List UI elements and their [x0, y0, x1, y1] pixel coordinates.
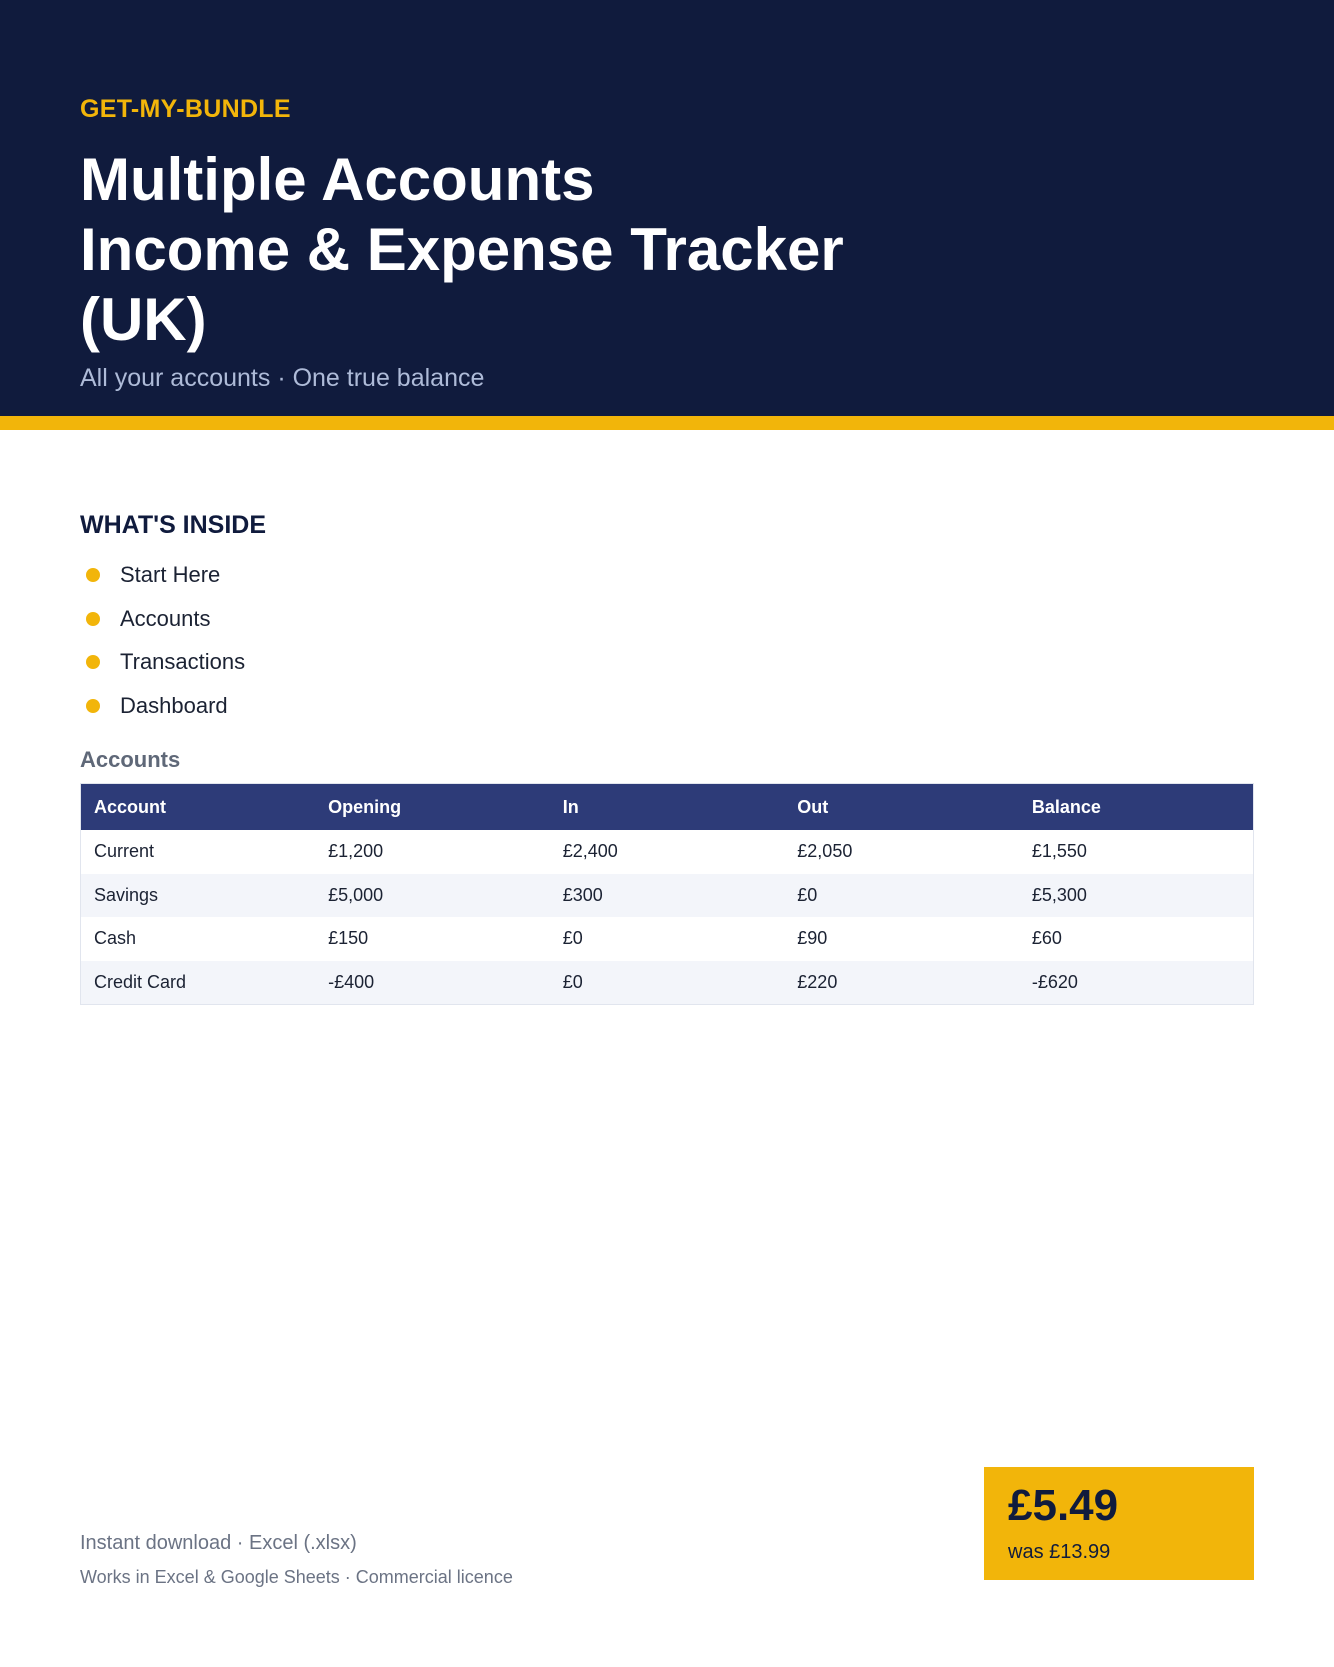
table-cell: £0 — [562, 928, 583, 949]
table-row — [81, 874, 1254, 918]
table-cell: Cash — [94, 928, 137, 949]
list-item-label: Dashboard — [120, 692, 228, 718]
table-cell: Current — [94, 841, 155, 862]
table-cell: £90 — [797, 928, 828, 949]
bullet-dot-icon — [86, 655, 100, 669]
list-item — [80, 691, 245, 735]
feature-list — [80, 560, 245, 734]
current-price: £5.49 — [1008, 1481, 1119, 1530]
title-line: Income & Expense Tracker — [80, 216, 844, 283]
table-cell: £0 — [550, 961, 785, 1005]
table-row — [81, 917, 1254, 961]
bullet-dot-icon — [86, 699, 100, 713]
whats-inside-heading: WHAT'S INSIDE — [80, 511, 267, 539]
list-item — [80, 604, 245, 648]
table-row — [81, 961, 1254, 1005]
table-cell: -£620 — [1019, 961, 1254, 1005]
table-caption: Accounts — [80, 747, 181, 772]
list-item-label: Start Here — [120, 562, 221, 587]
table-cell: £2,050 — [797, 841, 853, 862]
column-header: Out — [784, 784, 1019, 831]
column-header: In — [550, 784, 785, 831]
table-cell: £300 — [550, 874, 785, 918]
table-header-row — [81, 784, 1254, 831]
table-cell: £1,550 — [1031, 841, 1087, 862]
list-item — [80, 647, 245, 691]
table-cell: Credit Card — [81, 961, 316, 1005]
header-banner — [0, 0, 1334, 416]
title-line: Multiple Accounts — [80, 146, 595, 213]
accounts-table — [80, 783, 1254, 1005]
table-cell: -£400 — [315, 961, 550, 1005]
price-badge — [984, 1467, 1254, 1580]
table-cell: £0 — [784, 874, 1019, 918]
page-subtitle: All your accounts · One true balance — [80, 364, 485, 392]
page-title — [80, 145, 844, 355]
bullet-dot-icon — [86, 568, 100, 582]
accent-stripe — [0, 416, 1334, 430]
table-row — [81, 830, 1254, 874]
column-header: Opening — [315, 784, 550, 831]
bullet-dot-icon — [86, 612, 100, 626]
table-cell: £5,300 — [1019, 874, 1254, 918]
column-header: Account — [81, 784, 316, 831]
table-cell: £5,000 — [315, 874, 550, 918]
table-cell: £2,400 — [562, 841, 618, 862]
original-price: was £13.99 — [1008, 1541, 1111, 1563]
footer-format-note: Instant download · Excel (.xlsx) — [80, 1532, 357, 1554]
table-cell: £220 — [784, 961, 1019, 1005]
footer-compatibility-note: Works in Excel & Google Sheets · Commercial licence — [80, 1567, 513, 1587]
list-item — [80, 560, 245, 604]
list-item-label: Transactions — [120, 649, 246, 674]
list-item-label: Accounts — [120, 605, 211, 631]
title-line: (UK) — [80, 286, 207, 353]
brand-name: GET-MY-BUNDLE — [80, 95, 291, 123]
table-cell: £60 — [1031, 928, 1062, 949]
table-cell: £150 — [328, 928, 369, 949]
column-header: Balance — [1019, 784, 1254, 831]
table-cell: Savings — [81, 874, 316, 918]
table-cell: £1,200 — [328, 841, 384, 862]
